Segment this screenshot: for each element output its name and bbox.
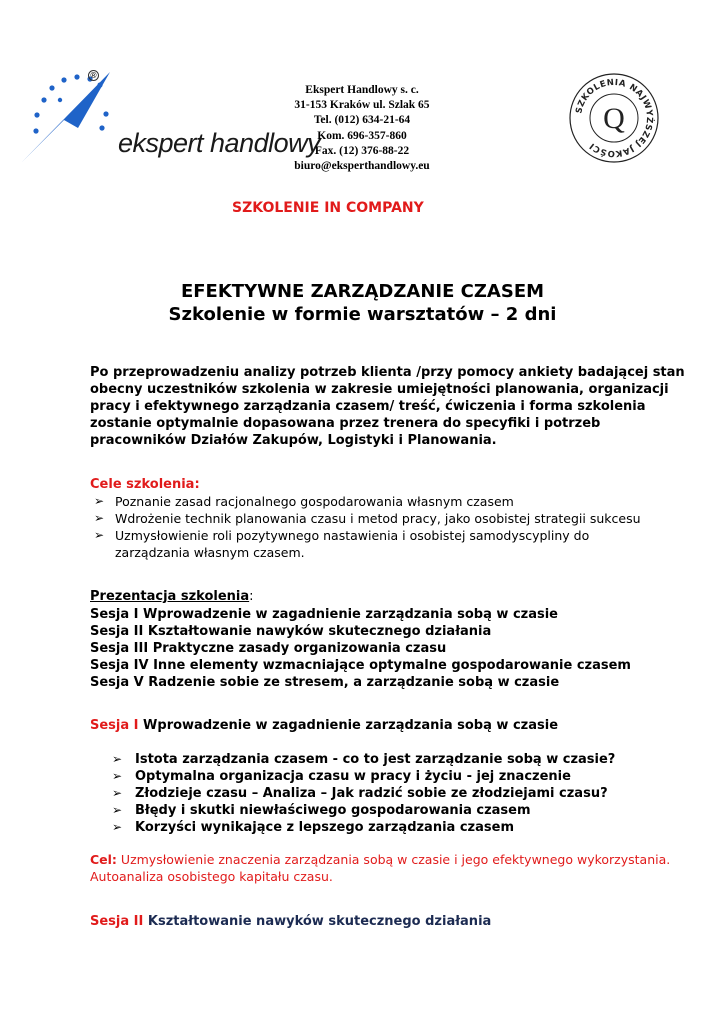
- goals-list: [90, 493, 650, 561]
- session2-title: Kształtowanie nawyków skutecznego działania: [147, 914, 492, 929]
- arrow-bullet-icon: ➢: [112, 769, 123, 783]
- presentation-colon: :: [249, 589, 254, 604]
- arrow-bullet-icon: ➢: [94, 494, 105, 508]
- intro-paragraph: [90, 364, 685, 449]
- sessions-list: [90, 606, 631, 691]
- list-item: [90, 493, 650, 510]
- arrow-bullet-icon: ➢: [112, 803, 123, 817]
- arrow-bullet-icon: ➢: [112, 786, 123, 800]
- logo-dots-icon: [33, 74, 108, 133]
- goal-text: Uzmysłowienie znaczenia zarządzania sobą w czasie i jego efektywnego wykorzystania. Autoanaliza osobistego kapitału czasu.: [90, 852, 671, 884]
- session-line: Sesja II Kształtowanie nawyków skutecznego działania: [90, 624, 492, 639]
- list-item: [90, 510, 650, 527]
- session-line: Sesja V Radzenie sobie ze stresem, a zarządzanie sobą w czasie: [90, 675, 560, 690]
- session2-heading: [90, 914, 491, 929]
- seal-letter: Q: [603, 102, 625, 135]
- training-type: SZKOLENIE IN COMPANY: [232, 200, 424, 216]
- session1-goal: [90, 851, 690, 885]
- arrow-bullet-icon: ➢: [94, 511, 105, 525]
- intro-line: zostanie optymalnie dopasowana przez trenera do specyfiki i potrzeb: [90, 416, 601, 431]
- registered-mark: ®: [89, 71, 98, 80]
- company-address: 31-153 Kraków ul. Szlak 65: [294, 99, 430, 112]
- presentation-heading: [90, 589, 254, 604]
- list-item: [110, 768, 615, 785]
- goals-heading: Cele szkolenia:: [90, 477, 200, 492]
- company-phone: Tel. (012) 634-21-64: [313, 114, 411, 127]
- seal-text: SZKOLENIA NAJWYŻSZEJ JAKOŚCI: [574, 77, 655, 159]
- list-item: [110, 802, 615, 819]
- list-item: [110, 785, 615, 802]
- list-item: [90, 527, 650, 561]
- session1-topics: [110, 751, 615, 836]
- session-line: Sesja IV Inne elementy wzmacniające optymalne gospodarowanie czasem: [90, 658, 631, 673]
- topic-text: Korzyści wynikające z lepszego zarządzania czasem: [135, 820, 514, 835]
- topic-text: Błędy i skutki niewłaściwego gospodarowania czasem: [135, 803, 531, 818]
- arrow-bullet-icon: ➢: [112, 752, 123, 766]
- company-fax: Fax. (12) 376-88-22: [314, 144, 410, 157]
- company-contact-block: [272, 83, 452, 174]
- goal-label: Cel:: [90, 852, 117, 867]
- goal-text: Wdrożenie technik planowania czasu i metod pracy, jako osobistej strategii sukcesu: [115, 511, 641, 526]
- page-subtitle: Szkolenie w formie warsztatów – 2 dni: [168, 304, 557, 325]
- presentation-heading-text: Prezentacja szkolenia: [90, 589, 250, 604]
- goal-text: Uzmysłowienie roli pozytywnego nastawienia i osobistej samodyscypliny do zarządzania własnym czasem.: [115, 528, 590, 560]
- company-name: Ekspert Handlowy s. c.: [305, 84, 419, 96]
- session-line: Sesja III Praktyczne zasady organizowania czasu: [90, 641, 447, 656]
- page-title: EFEKTYWNE ZARZĄDZANIE CZASEM: [180, 281, 545, 302]
- arrow-bullet-icon: ➢: [94, 528, 105, 542]
- company-mobile: Kom. 696-357-860: [317, 129, 407, 142]
- session1-title: Wprowadzenie w zagadnienie zarządzania sobą w czasie: [143, 718, 559, 733]
- intro-line: pracy i efektywnego zarządzania czasem/ treść, ćwiczenia i forma szkolenia: [90, 399, 646, 414]
- intro-line: Po przeprowadzeniu analizy potrzeb klienta /przy pomocy ankiety badającej stan: [90, 365, 685, 380]
- logo-text: ekspert handlowy: [118, 128, 321, 158]
- goal-text: Poznanie zasad racjonalnego gospodarowania własnym czasem: [115, 494, 514, 509]
- arrow-bullet-icon: ➢: [112, 820, 123, 834]
- company-email[interactable]: biuro@eksperthandlowy.eu: [294, 160, 430, 173]
- list-item: [110, 819, 615, 836]
- list-item: [110, 751, 615, 768]
- quality-seal-icon: [568, 72, 660, 164]
- session2-label: Sesja II: [90, 914, 144, 929]
- topic-text: Optymalna organizacja czasu w pracy i życiu - jej znaczenie: [135, 769, 571, 784]
- session1-label: Sesja I: [90, 718, 139, 733]
- session-line: Sesja I Wprowadzenie w zagadnienie zarządzania sobą w czasie: [90, 607, 558, 622]
- topic-text: Istota zarządzania czasem - co to jest zarządzanie sobą w czasie?: [135, 752, 616, 767]
- intro-line: obecny uczestników szkolenia w zakresie umiejętności planowania, organizacji: [90, 382, 669, 397]
- topic-text: Złodzieje czasu – Analiza – Jak radzić sobie ze złodziejami czasu?: [135, 786, 608, 801]
- intro-line: pracowników Działów Zakupów, Logistyki i Planowania.: [90, 433, 497, 448]
- session1-heading: [90, 718, 558, 733]
- logo-arrow-icon: [22, 72, 110, 162]
